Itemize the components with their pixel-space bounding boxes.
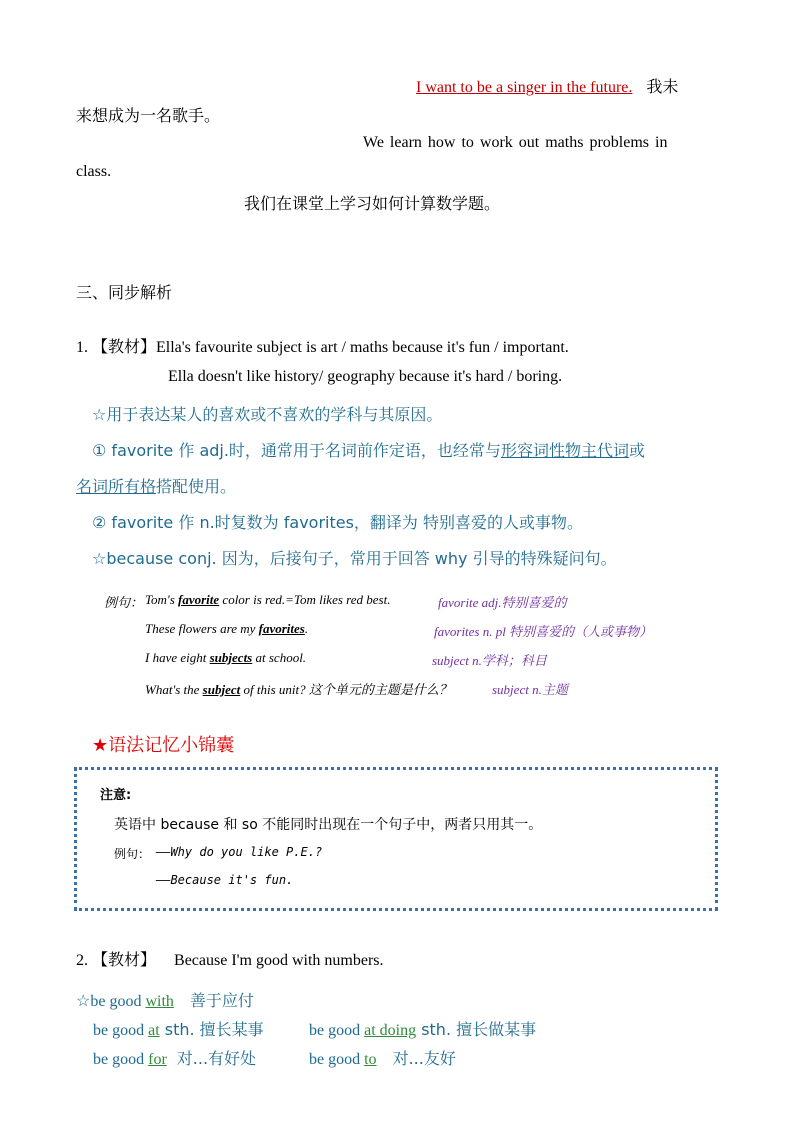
example-row-1-gloss: favorite adj.特别喜爱的 bbox=[438, 595, 567, 610]
item-1-note-4: ☆because conj. 因为，后接句子，常用于回答 why 引导的特殊疑问句。 bbox=[92, 549, 617, 568]
item-1-note-3: ② favorite 作 n.时复数为 favorites，翻译为 特别喜爱的人或事物。 bbox=[92, 513, 584, 532]
example-1-english: I want to be a singer in the future. bbox=[416, 79, 633, 96]
example-1-chinese-start: 我未 bbox=[646, 77, 679, 96]
example-row-4-gloss: subject n.主题 bbox=[492, 682, 568, 697]
item-1-sentence: Ella's favourite subject is art / maths because it's fun / important. bbox=[156, 339, 569, 356]
phrase-good-at-doing-post: sth. 擅长做某事 bbox=[416, 1020, 537, 1039]
example-row-2-post: . bbox=[304, 621, 309, 636]
example-row-3 bbox=[145, 650, 306, 666]
example-row-4-key: subject bbox=[202, 682, 241, 697]
section-heading: 三、同步解析 bbox=[76, 283, 173, 302]
note-2-text-c: 搭配使用。 bbox=[156, 477, 237, 496]
example-row-3-key: subjects bbox=[209, 650, 253, 665]
example-row-4 bbox=[145, 679, 452, 698]
item-1-note-1: ☆用于表达某人的喜欢或不喜欢的学科与其原因。 bbox=[92, 405, 443, 424]
item-1-line-2: Ella doesn't like history/ geography because it's hard / boring. bbox=[168, 368, 563, 385]
phrase-good-to-key: to bbox=[364, 1051, 377, 1068]
grammar-example-answer: ——Because it's fun. bbox=[156, 873, 294, 887]
note-2-text-b: 或 bbox=[628, 441, 645, 460]
phrase-good-at-doing bbox=[309, 1017, 536, 1040]
note-2-underlined-2: 名词所有格 bbox=[76, 477, 157, 496]
item-1-note-2-cont bbox=[76, 474, 236, 497]
item-1-line-1 bbox=[76, 334, 569, 357]
grammar-note-box bbox=[74, 767, 718, 911]
phrase-good-to-pre: be good bbox=[309, 1051, 365, 1068]
phrase-good-at-pre: be good bbox=[93, 1022, 149, 1039]
example-row-3-pre: I have eight bbox=[145, 650, 210, 665]
grammar-tip-title: ★语法记忆小锦囊 bbox=[92, 735, 235, 756]
item-1-note-2 bbox=[92, 438, 645, 461]
item-2-tag: 【教材】 bbox=[92, 950, 157, 969]
example-row-1-pre: Tom's bbox=[145, 592, 179, 607]
phrase-good-for-post: 对...有好处 bbox=[176, 1049, 257, 1068]
item-1-number: 1. bbox=[76, 339, 88, 356]
item-2-sentence: Because I'm good with numbers. bbox=[174, 952, 384, 969]
item-1-tag: 【教材】 bbox=[92, 337, 157, 356]
phrase-good-with bbox=[76, 988, 254, 1011]
phrase-good-at-doing-pre: be good bbox=[309, 1022, 365, 1039]
grammar-example-question: ——Why do you like P.E.? bbox=[156, 845, 323, 859]
example-row-4-post: of this unit? 这个单元的主题是什么？ bbox=[240, 682, 452, 697]
grammar-rule: 英语中 because 和 so 不能同时出现在一个句子中，两者只用其一。 bbox=[114, 817, 543, 833]
phrase-good-to-post: 对...友好 bbox=[392, 1049, 456, 1068]
phrase-good-at-doing-key: at doing bbox=[364, 1022, 417, 1039]
grammar-example-label: 例句： bbox=[114, 847, 151, 861]
phrase-good-at bbox=[93, 1017, 264, 1040]
item-2-number: 2. bbox=[76, 952, 88, 969]
phrase-good-with-key: with bbox=[145, 993, 174, 1010]
example-row-1-post: color is red.=Tom likes red best. bbox=[219, 592, 391, 607]
example-row-1 bbox=[145, 592, 390, 608]
phrase-good-with-cn: 善于应付 bbox=[189, 991, 254, 1010]
phrase-good-at-key: at bbox=[148, 1022, 160, 1039]
example-row-1-key: favorite bbox=[178, 592, 220, 607]
example-2-english-end: class. bbox=[76, 163, 112, 180]
phrase-good-to bbox=[309, 1046, 456, 1069]
example-row-2-key: favorites bbox=[258, 621, 305, 636]
phrase-good-for-key: for bbox=[148, 1051, 167, 1068]
example-row-2-gloss: favorites n. pl 特别喜爱的（人或事物） bbox=[434, 624, 653, 639]
phrase-good-for-pre: be good bbox=[93, 1051, 149, 1068]
example-sentence-1 bbox=[416, 74, 678, 97]
attention-label: 注意: bbox=[100, 788, 132, 803]
example-label: 例句： bbox=[104, 595, 144, 610]
phrase-good-at-post: sth. 擅长某事 bbox=[159, 1020, 264, 1039]
example-row-2-pre: These flowers are my bbox=[145, 621, 259, 636]
note-2-underlined-1: 形容词性物主代词 bbox=[500, 441, 629, 460]
phrase-good-with-pre: ☆be good bbox=[76, 993, 146, 1010]
example-2-chinese: 我们在课堂上学习如何计算数学题。 bbox=[244, 194, 501, 213]
phrase-good-for bbox=[93, 1046, 256, 1069]
example-2-english: We learn how to work out maths problems in bbox=[363, 134, 668, 151]
item-2-line bbox=[76, 947, 384, 970]
example-row-3-post: at school. bbox=[252, 650, 307, 665]
example-row-3-gloss: subject n.学科；科目 bbox=[432, 653, 547, 668]
note-2-text-a: ① favorite 作 adj.时，通常用于名词前作定语，也经常与 bbox=[92, 441, 501, 460]
example-row-4-pre: What's the bbox=[145, 682, 203, 697]
example-1-chinese-end: 来想成为一名歌手。 bbox=[76, 106, 221, 125]
example-row-2 bbox=[145, 621, 308, 637]
